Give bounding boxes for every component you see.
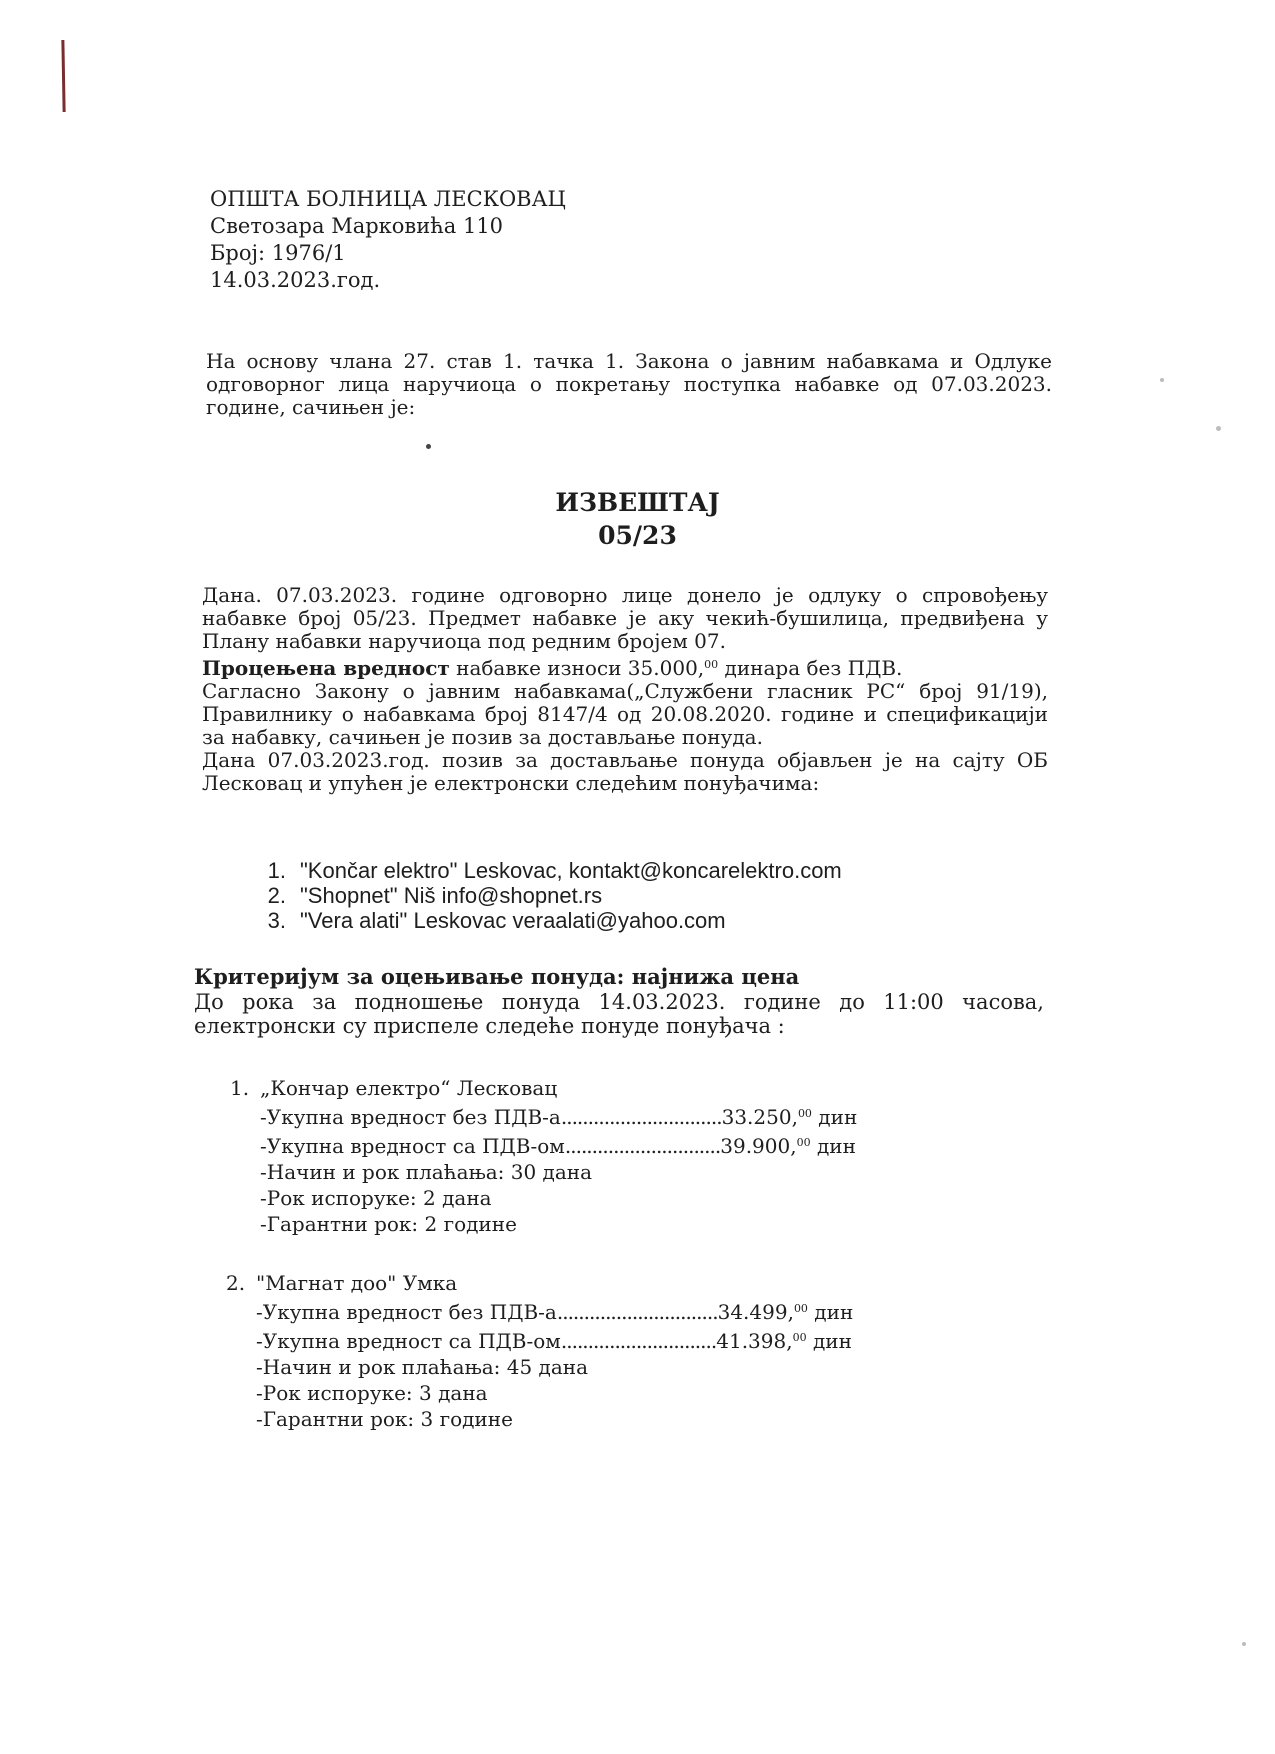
estimate-paragraph: [202, 653, 1048, 680]
scan-speck: [1216, 426, 1221, 431]
estimate-label: Процењена вредност: [202, 656, 450, 680]
decision-paragraph: Дана. 07.03.2023. године одговорно лице донело је одлуку о спровођењу набавке број 05/23. Предмет набавке је аку чекић-бушилица, предвиђена у Плану набавки наручиоца под редним бројем 07.: [202, 583, 1048, 653]
recipient-text: "Končar elektro" Leskovac, kontakt@koncarelektro.com: [300, 858, 842, 883]
document-number: Број: 1976/1: [210, 241, 346, 265]
payment-terms: -Начин и рок плаћања: 45 дана: [256, 1355, 589, 1379]
gross-value-line: -Укупна вредност са ПДВ-ом.............................39.900,00 дин: [260, 1134, 856, 1158]
recipient-text: "Vera alati" Leskovac veraalati@yahoo.com: [300, 908, 726, 933]
letterhead: [210, 186, 566, 294]
scan-speck: [426, 444, 431, 449]
payment-terms: -Начин и рок плаћања: 30 дана: [260, 1160, 593, 1184]
warranty-period: -Гарантни рок: 2 године: [260, 1212, 517, 1236]
deadline-paragraph: До рока за подношење понуда 14.03.2023. године до 11:00 часова, електронски су приспеле следеће понуде понуђача :: [194, 990, 1044, 1038]
list-item: 1. "Končar elektro" Leskovac, kontakt@koncarelektro.com: [267, 858, 842, 883]
margin-ink-mark: [61, 40, 65, 112]
report-number: 05/23: [598, 521, 677, 550]
invitation-paragraph: Дана 07.03.2023.год. позив за достављање понуда објављен је на сајту ОБ Лесковац и упућен је електронски следећим понуђачима:: [202, 748, 1048, 795]
criteria-heading: Критеријум за оцењивање понуда: најнижа цена: [194, 964, 800, 989]
net-value-line: -Укупна вредност без ПДВ-а..............................34.499,00 дин: [256, 1300, 854, 1324]
estimate-text: набавке износи 35.000,: [449, 656, 705, 680]
recipient-text: "Shopnet" Niš info@shopnet.rs: [300, 883, 603, 908]
recipient-list: [252, 858, 842, 933]
offer-1: 1. „Кончар електро“ Лесковац -Укупна вредност без ПДВ-а..............................33.250,00 дин -Укупна вредност са ПДВ-ом.............................39.900,00 дин -Начин и рок плаћања: 30 дана -Рок испоруке: 2 дана -Гарантни рок: 2 године: [230, 1076, 858, 1236]
report-title: ИЗВЕШТАЈ: [555, 488, 720, 517]
net-value-line: -Укупна вредност без ПДВ-а..............................33.250,00 дин: [260, 1105, 858, 1129]
bidder-name: "Магнат доо" Умка: [256, 1271, 458, 1295]
legal-basis-paragraph: Сагласно Закону о јавним набавкама(„Службени гласник РС“ број 91/19), Правилнику о набавкама број 8147/4 од 20.08.2020. године и спецификацији за набавку, сачињен је позив за достављање понуда.: [202, 679, 1048, 749]
report-body: [202, 584, 1048, 795]
list-item: 2. "Shopnet" Niš info@shopnet.rs: [267, 883, 603, 908]
criteria-section: [194, 964, 1054, 1038]
list-item: 3. "Vera alati" Leskovac veraalati@yahoo.com: [267, 908, 726, 933]
estimate-text-end: динара без ПДВ.: [718, 656, 903, 680]
institution-address: Светозара Марковића 110: [210, 214, 504, 238]
document-date: 14.03.2023.год.: [210, 268, 381, 292]
intro-paragraph: На основу члана 27. став 1. тачка 1. Закона о јавним набавкама и Одлуке одговорног лица наручиоца о покретању поступка набавке од 07.03.2023. године, сачињен је:: [206, 349, 1052, 419]
delivery-time: -Рок испоруке: 3 дана: [256, 1381, 488, 1405]
scan-speck: [1160, 378, 1164, 382]
institution-name: ОПШТА БОЛНИЦА ЛЕСКОВАЦ: [210, 187, 566, 211]
gross-value-line: -Укупна вредност са ПДВ-ом.............................41.398,00 дин: [256, 1329, 852, 1353]
estimate-decimals: 00: [704, 658, 719, 671]
offer-2: 2. "Магнат доо" Умка -Укупна вредност без ПДВ-а..............................34.499,00 дин -Укупна вредност са ПДВ-ом.............................41.398,00 дин -Начин и рок плаћања: 45 дана -Рок испоруке: 3 дана -Гарантни рок: 3 године: [226, 1271, 854, 1431]
delivery-time: -Рок испоруке: 2 дана: [260, 1186, 492, 1210]
warranty-period: -Гарантни рок: 3 године: [256, 1407, 513, 1431]
bidder-name: „Кончар електро“ Лесковац: [260, 1076, 558, 1100]
scan-speck: [1242, 1642, 1246, 1646]
